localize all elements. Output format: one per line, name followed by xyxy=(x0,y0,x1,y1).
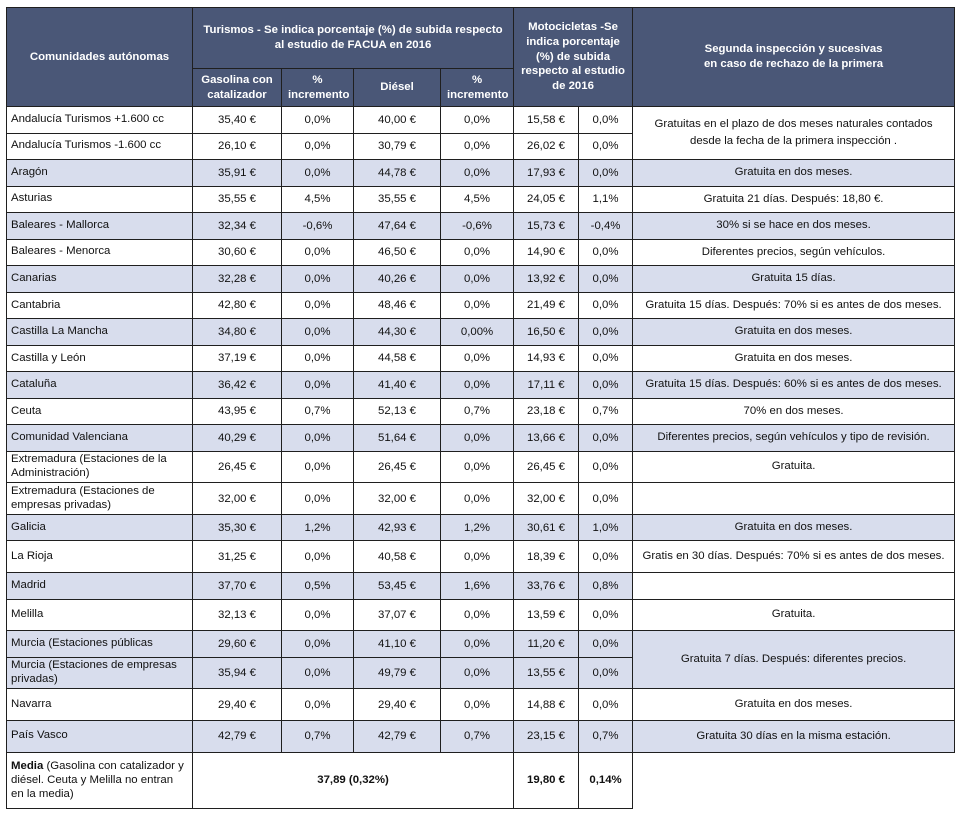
header-pct-gasolina: % incremento xyxy=(282,69,354,107)
moto-pct: 0,0% xyxy=(579,133,633,160)
diesel-pct: 0,0% xyxy=(441,133,514,160)
diesel-price: 40,26 € xyxy=(354,266,441,293)
moto-pct: 0,0% xyxy=(579,292,633,319)
note-murcia: Gratuita 7 días. Después: diferentes precios. xyxy=(633,631,955,689)
media-row xyxy=(7,752,955,808)
table-row xyxy=(7,451,955,483)
moto-pct: 0,0% xyxy=(579,631,633,658)
diesel-pct: 0,0% xyxy=(441,631,514,658)
moto-pct: 0,0% xyxy=(579,107,633,134)
gasolina-price: 32,13 € xyxy=(193,599,282,631)
moto-pct: 0,0% xyxy=(579,319,633,346)
diesel-price: 37,07 € xyxy=(354,599,441,631)
row-name: Murcia (Estaciones públicas xyxy=(7,631,193,658)
row-name: La Rioja xyxy=(7,541,193,573)
moto-price: 21,49 € xyxy=(514,292,579,319)
diesel-price: 41,10 € xyxy=(354,631,441,658)
note-valenciana: Diferentes precios, según vehículos y tipo de revisión. xyxy=(633,425,955,452)
diesel-pct: 0,0% xyxy=(441,292,514,319)
moto-price: 13,55 € xyxy=(514,657,579,689)
gasolina-price: 26,10 € xyxy=(193,133,282,160)
media-moto-pct: 0,14% xyxy=(579,752,633,808)
gasolina-pct: 0,0% xyxy=(282,107,354,134)
gasolina-pct: 0,0% xyxy=(282,631,354,658)
note-pais-vasco: Gratuita 30 días en la misma estación. xyxy=(633,721,955,753)
table-row xyxy=(7,631,955,658)
row-name: Aragón xyxy=(7,160,193,187)
table-row xyxy=(7,398,955,425)
media-label-bold: Media xyxy=(11,759,44,772)
table-row xyxy=(7,372,955,399)
gasolina-pct: 0,5% xyxy=(282,573,354,600)
moto-price: 24,05 € xyxy=(514,186,579,213)
header-motocicletas: Motocicletas -Se indica porcentaje (%) de subida respecto al estudio de 2016 xyxy=(514,8,633,107)
diesel-price: 49,79 € xyxy=(354,657,441,689)
note-galicia: Gratuita en dos meses. xyxy=(633,514,955,541)
gasolina-price: 31,25 € xyxy=(193,541,282,573)
diesel-price: 40,00 € xyxy=(354,107,441,134)
moto-price: 30,61 € xyxy=(514,514,579,541)
note-asturias: Gratuita 21 días. Después: 18,80 €. xyxy=(633,186,955,213)
table-row xyxy=(7,213,955,240)
diesel-price: 30,79 € xyxy=(354,133,441,160)
diesel-price: 29,40 € xyxy=(354,689,441,721)
row-name: Extremadura (Estaciones de empresas privadas) xyxy=(7,483,193,515)
moto-pct: 0,0% xyxy=(579,160,633,187)
header-comunidades: Comunidades autónomas xyxy=(7,8,193,107)
gasolina-pct: 0,7% xyxy=(282,721,354,753)
gasolina-pct: 0,0% xyxy=(282,239,354,266)
moto-price: 26,45 € xyxy=(514,451,579,483)
gasolina-price: 35,55 € xyxy=(193,186,282,213)
note-la-rioja: Gratis en 30 días. Después: 70% si es antes de dos meses. xyxy=(633,541,955,573)
media-turismos: 37,89 (0,32%) xyxy=(193,752,514,808)
gasolina-pct: 1,2% xyxy=(282,514,354,541)
moto-price: 13,59 € xyxy=(514,599,579,631)
moto-pct: 0,0% xyxy=(579,483,633,515)
table-row xyxy=(7,345,955,372)
note-navarra: Gratuita en dos meses. xyxy=(633,689,955,721)
row-name: Cantabria xyxy=(7,292,193,319)
header-row-1 xyxy=(7,8,955,69)
moto-pct: -0,4% xyxy=(579,213,633,240)
diesel-pct: 0,0% xyxy=(441,345,514,372)
diesel-pct: 0,0% xyxy=(441,541,514,573)
note-extremadura: Gratuita. xyxy=(633,451,955,483)
table-row xyxy=(7,599,955,631)
gasolina-pct: 0,0% xyxy=(282,160,354,187)
gasolina-price: 40,29 € xyxy=(193,425,282,452)
gasolina-pct: 0,0% xyxy=(282,541,354,573)
diesel-price: 52,13 € xyxy=(354,398,441,425)
gasolina-price: 42,79 € xyxy=(193,721,282,753)
moto-price: 14,90 € xyxy=(514,239,579,266)
diesel-pct: 0,0% xyxy=(441,483,514,515)
moto-pct: 0,0% xyxy=(579,345,633,372)
note-melilla: Gratuita. xyxy=(633,599,955,631)
note-empty xyxy=(633,483,955,515)
table-row xyxy=(7,425,955,452)
gasolina-pct: 0,0% xyxy=(282,372,354,399)
table-row xyxy=(7,541,955,573)
diesel-price: 32,00 € xyxy=(354,483,441,515)
gasolina-pct: 0,0% xyxy=(282,345,354,372)
moto-price: 13,92 € xyxy=(514,266,579,293)
diesel-price: 44,58 € xyxy=(354,345,441,372)
gasolina-pct: 0,0% xyxy=(282,319,354,346)
row-name: Castilla y León xyxy=(7,345,193,372)
gasolina-pct: 0,0% xyxy=(282,133,354,160)
diesel-price: 51,64 € xyxy=(354,425,441,452)
diesel-price: 53,45 € xyxy=(354,573,441,600)
gasolina-price: 43,95 € xyxy=(193,398,282,425)
row-name: Melilla xyxy=(7,599,193,631)
moto-pct: 0,0% xyxy=(579,657,633,689)
diesel-price: 26,45 € xyxy=(354,451,441,483)
row-name: Cataluña xyxy=(7,372,193,399)
moto-pct: 0,0% xyxy=(579,451,633,483)
gasolina-price: 26,45 € xyxy=(193,451,282,483)
gasolina-pct: 4,5% xyxy=(282,186,354,213)
note-castilla-y-leon: Gratuita en dos meses. xyxy=(633,345,955,372)
gasolina-pct: 0,0% xyxy=(282,425,354,452)
media-moto-price: 19,80 € xyxy=(514,752,579,808)
table-row xyxy=(7,319,955,346)
diesel-pct: -0,6% xyxy=(441,213,514,240)
note-andalucia-line2: desde la fecha de la primera inspección . xyxy=(690,135,898,148)
gasolina-pct: 0,7% xyxy=(282,398,354,425)
header-turismos: Turismos - Se indica porcentaje (%) de subida respecto al estudio de FACUA en 2016 xyxy=(193,8,514,69)
diesel-pct: 0,0% xyxy=(441,425,514,452)
gasolina-price: 29,40 € xyxy=(193,689,282,721)
table-row xyxy=(7,160,955,187)
note-andalucia-line1: Gratuitas en el plazo de dos meses naturales contados xyxy=(654,117,933,130)
note-mallorca: 30% si se hace en dos meses. xyxy=(633,213,955,240)
diesel-price: 42,79 € xyxy=(354,721,441,753)
moto-price: 13,66 € xyxy=(514,425,579,452)
gasolina-price: 35,40 € xyxy=(193,107,282,134)
row-name: Baleares - Menorca xyxy=(7,239,193,266)
note-castilla-la-mancha: Gratuita en dos meses. xyxy=(633,319,955,346)
moto-price: 15,73 € xyxy=(514,213,579,240)
gasolina-pct: -0,6% xyxy=(282,213,354,240)
row-name: Andalucía Turismos -1.600 cc xyxy=(7,133,193,160)
header-pct-diesel: % incremento xyxy=(441,69,514,107)
header-segunda-line2: en caso de rechazo de la primera xyxy=(703,58,884,70)
moto-price: 15,58 € xyxy=(514,107,579,134)
moto-price: 32,00 € xyxy=(514,483,579,515)
note-cantabria: Gratuita 15 días. Después: 70% si es antes de dos meses. xyxy=(633,292,955,319)
diesel-pct: 1,6% xyxy=(441,573,514,600)
moto-pct: 1,0% xyxy=(579,514,633,541)
row-name: Navarra xyxy=(7,689,193,721)
note-andalucia xyxy=(633,107,955,160)
diesel-pct: 0,0% xyxy=(441,107,514,134)
moto-pct: 0,0% xyxy=(579,689,633,721)
gasolina-pct: 0,0% xyxy=(282,266,354,293)
note-aragon: Gratuita en dos meses. xyxy=(633,160,955,187)
gasolina-price: 34,80 € xyxy=(193,319,282,346)
moto-pct: 0,0% xyxy=(579,541,633,573)
moto-price: 23,15 € xyxy=(514,721,579,753)
moto-price: 26,02 € xyxy=(514,133,579,160)
note-canarias: Gratuita 15 días. xyxy=(633,266,955,293)
table-row xyxy=(7,239,955,266)
diesel-pct: 0,7% xyxy=(441,398,514,425)
row-name: Baleares - Mallorca xyxy=(7,213,193,240)
note-cataluna: Gratuita 15 días. Después: 60% si es antes de dos meses. xyxy=(633,372,955,399)
diesel-pct: 0,0% xyxy=(441,451,514,483)
row-name: Canarias xyxy=(7,266,193,293)
media-label-rest: (Gasolina con catalizador y diésel. Ceuta y Melilla no entran en la media) xyxy=(11,759,184,801)
moto-price: 14,88 € xyxy=(514,689,579,721)
table-row xyxy=(7,483,955,515)
diesel-pct: 0,0% xyxy=(441,657,514,689)
gasolina-pct: 0,0% xyxy=(282,599,354,631)
moto-pct: 0,7% xyxy=(579,721,633,753)
row-name: Ceuta xyxy=(7,398,193,425)
note-empty xyxy=(633,573,955,600)
header-segunda-line1: Segunda inspección y sucesivas xyxy=(704,43,883,56)
gasolina-price: 36,42 € xyxy=(193,372,282,399)
gasolina-pct: 0,0% xyxy=(282,689,354,721)
moto-price: 18,39 € xyxy=(514,541,579,573)
gasolina-price: 42,80 € xyxy=(193,292,282,319)
moto-price: 14,93 € xyxy=(514,345,579,372)
row-name: Extremadura (Estaciones de la Administración) xyxy=(7,451,193,483)
table-row xyxy=(7,689,955,721)
moto-price: 17,93 € xyxy=(514,160,579,187)
diesel-price: 41,40 € xyxy=(354,372,441,399)
moto-pct: 0,0% xyxy=(579,239,633,266)
gasolina-price: 35,94 € xyxy=(193,657,282,689)
row-name: País Vasco xyxy=(7,721,193,753)
table-row xyxy=(7,721,955,753)
moto-pct: 0,0% xyxy=(579,599,633,631)
gasolina-price: 37,19 € xyxy=(193,345,282,372)
gasolina-price: 37,70 € xyxy=(193,573,282,600)
itv-price-table xyxy=(6,7,955,809)
moto-price: 11,20 € xyxy=(514,631,579,658)
table-row xyxy=(7,514,955,541)
gasolina-price: 35,91 € xyxy=(193,160,282,187)
moto-pct: 0,0% xyxy=(579,425,633,452)
diesel-pct: 0,0% xyxy=(441,372,514,399)
diesel-pct: 0,7% xyxy=(441,721,514,753)
gasolina-price: 29,60 € xyxy=(193,631,282,658)
moto-pct: 0,0% xyxy=(579,266,633,293)
row-name: Castilla La Mancha xyxy=(7,319,193,346)
table-row xyxy=(7,107,955,134)
row-name: Comunidad Valenciana xyxy=(7,425,193,452)
moto-pct: 0,0% xyxy=(579,372,633,399)
diesel-pct: 0,0% xyxy=(441,266,514,293)
moto-price: 16,50 € xyxy=(514,319,579,346)
row-name: Madrid xyxy=(7,573,193,600)
gasolina-pct: 0,0% xyxy=(282,451,354,483)
moto-price: 23,18 € xyxy=(514,398,579,425)
diesel-pct: 0,0% xyxy=(441,160,514,187)
diesel-pct: 0,0% xyxy=(441,689,514,721)
diesel-pct: 1,2% xyxy=(441,514,514,541)
gasolina-price: 32,28 € xyxy=(193,266,282,293)
table-row xyxy=(7,266,955,293)
diesel-price: 44,30 € xyxy=(354,319,441,346)
diesel-pct: 0,00% xyxy=(441,319,514,346)
diesel-price: 48,46 € xyxy=(354,292,441,319)
table-row xyxy=(7,186,955,213)
gasolina-pct: 0,0% xyxy=(282,292,354,319)
moto-pct: 0,7% xyxy=(579,398,633,425)
row-name: Asturias xyxy=(7,186,193,213)
media-label xyxy=(7,752,193,808)
diesel-price: 35,55 € xyxy=(354,186,441,213)
moto-pct: 1,1% xyxy=(579,186,633,213)
gasolina-price: 32,00 € xyxy=(193,483,282,515)
gasolina-pct: 0,0% xyxy=(282,657,354,689)
moto-pct: 0,8% xyxy=(579,573,633,600)
note-menorca: Diferentes precios, según vehículos. xyxy=(633,239,955,266)
gasolina-price: 30,60 € xyxy=(193,239,282,266)
diesel-price: 40,58 € xyxy=(354,541,441,573)
moto-price: 33,76 € xyxy=(514,573,579,600)
diesel-price: 42,93 € xyxy=(354,514,441,541)
gasolina-pct: 0,0% xyxy=(282,483,354,515)
gasolina-price: 35,30 € xyxy=(193,514,282,541)
table-row xyxy=(7,573,955,600)
row-name: Galicia xyxy=(7,514,193,541)
header-gasolina: Gasolina con catalizador xyxy=(193,69,282,107)
row-name: Andalucía Turismos +1.600 cc xyxy=(7,107,193,134)
header-segunda-inspeccion xyxy=(633,8,955,107)
note-ceuta: 70% en dos meses. xyxy=(633,398,955,425)
diesel-pct: 0,0% xyxy=(441,599,514,631)
diesel-price: 44,78 € xyxy=(354,160,441,187)
diesel-price: 47,64 € xyxy=(354,213,441,240)
media-blank xyxy=(633,752,955,808)
diesel-price: 46,50 € xyxy=(354,239,441,266)
diesel-pct: 0,0% xyxy=(441,239,514,266)
moto-price: 17,11 € xyxy=(514,372,579,399)
gasolina-price: 32,34 € xyxy=(193,213,282,240)
diesel-pct: 4,5% xyxy=(441,186,514,213)
row-name: Murcia (Estaciones de empresas privadas) xyxy=(7,657,193,689)
table-row xyxy=(7,292,955,319)
header-diesel: Diésel xyxy=(354,69,441,107)
